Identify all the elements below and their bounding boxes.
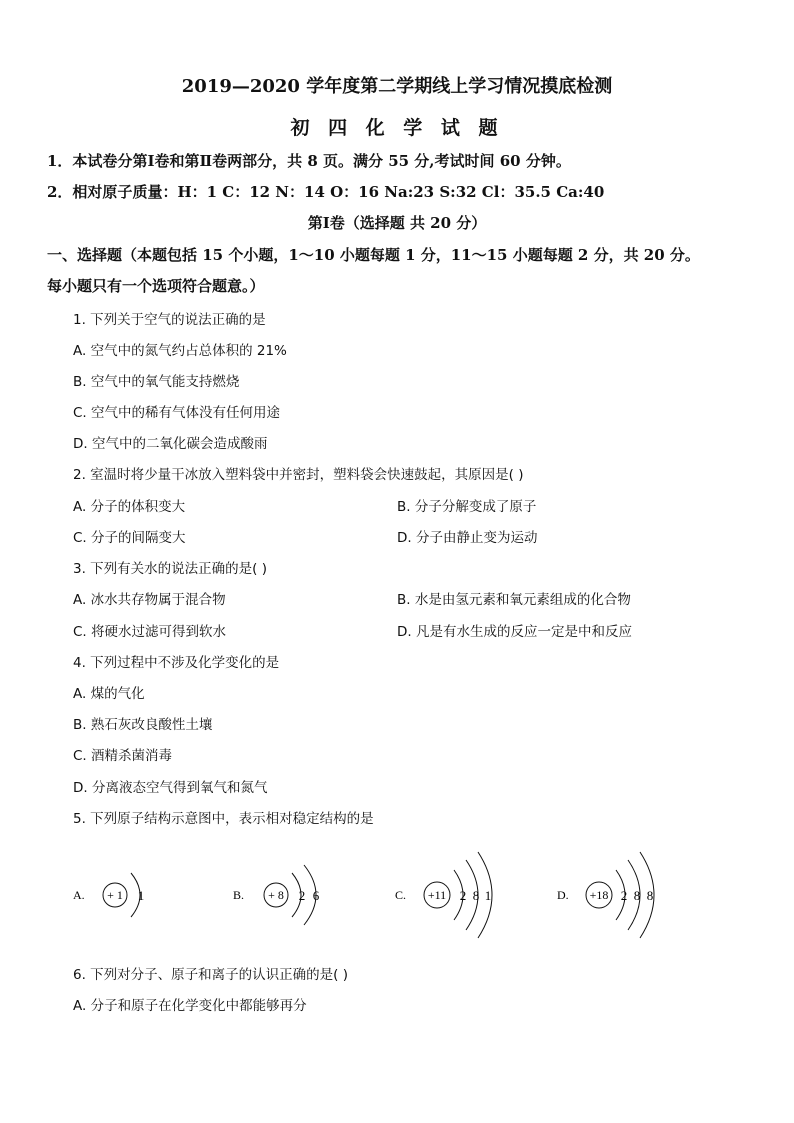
question-6-stem: 6. 下列对分子、原子和离子的认识正确的是( ) (73, 967, 348, 983)
atom-diagrams (0, 840, 794, 950)
question-1-option-d: D. 空气中的二氧化碳会造成酸雨 (73, 436, 268, 452)
atom-diagram-c (395, 852, 492, 938)
atom-b-electrons-2: 6 (312, 888, 320, 903)
atom-c-nucleus-charge: +11 (427, 888, 447, 902)
atom-b-label: B. (233, 888, 245, 902)
question-2-option-c: C. 分子的间隔变大 (73, 530, 186, 546)
question-2-option-b: B. 分子分解变成了原子 (397, 499, 537, 515)
question-3-option-c: C. 将硬水过滤可得到软水 (73, 624, 227, 640)
note-1: 1．本试卷分第Ⅰ卷和第Ⅱ卷两部分，共 8 页。满分 55 分,考试时间 60 分钟。 (47, 152, 571, 170)
question-4-stem: 4. 下列过程中不涉及化学变化的是 (73, 655, 280, 671)
atom-c-electrons-1: 2 (459, 888, 467, 903)
atom-b-nucleus-charge: + 8 (268, 888, 284, 902)
atom-d-electrons-2: 8 (633, 888, 641, 903)
atom-a-label: A. (73, 888, 85, 902)
question-4-option-d: D. 分离液态空气得到氧气和氮气 (73, 780, 268, 796)
question-3-option-b: B. 水是由氢元素和氧元素组成的化合物 (397, 592, 631, 608)
section-title: 第Ⅰ卷（选择题 共 20 分） (307, 214, 487, 232)
question-5-stem: 5. 下列原子结构示意图中，表示相对稳定结构的是 (73, 811, 374, 827)
atom-a-nucleus-charge: + 1 (107, 888, 123, 902)
atom-c-label: C. (395, 888, 407, 902)
question-4-option-b: B. 熟石灰改良酸性土壤 (73, 717, 213, 733)
question-4-option-c: C. 酒精杀菌消毒 (73, 748, 173, 764)
atom-c-electrons-2: 8 (472, 888, 480, 903)
exam-subtitle: 初 四 化 学 试 题 (290, 117, 504, 139)
question-2-stem: 2. 室温时将少量干冰放入塑料袋中并密封，塑料袋会快速鼓起，其原因是( ) (73, 467, 524, 483)
exam-title: 2019—2020 学年度第二学期线上学习情况摸底检测 (181, 76, 613, 97)
atom-b-electrons-1: 2 (298, 888, 306, 903)
atom-diagram-d (557, 852, 654, 938)
atom-d-label: D. (557, 888, 569, 902)
atom-c-electrons-3: 1 (484, 888, 492, 903)
question-6-option-a: A. 分子和原子在化学变化中都能够再分 (73, 998, 307, 1014)
note-2: 2．相对原子质量：H：1 C：12 N：14 O：16 Na:23 S:32 Cl：35.5 Ca:40 (47, 183, 605, 201)
atom-d-nucleus-charge: +18 (589, 888, 609, 902)
question-1-option-b: B. 空气中的氧气能支持燃烧 (73, 374, 240, 390)
question-2-option-d: D. 分子由静止变为运动 (397, 530, 538, 546)
atom-d-electrons-1: 2 (620, 888, 628, 903)
question-3-option-a: A. 冰水共存物属于混合物 (73, 592, 226, 608)
atom-d-electrons-3: 8 (646, 888, 654, 903)
section-instructions-2: 每小题只有一个选项符合题意。） (47, 277, 265, 295)
question-3-option-d: D. 凡是有水生成的反应一定是中和反应 (397, 624, 632, 640)
atom-diagram-b (233, 865, 320, 925)
question-1-option-c: C. 空气中的稀有气体没有任何用途 (73, 405, 281, 421)
atom-a-electrons-1: 1 (137, 888, 145, 903)
question-1-stem: 1. 下列关于空气的说法正确的是 (73, 312, 266, 328)
section-instructions-1: 一、选择题（本题包括 15 个小题，1～10 小题每题 1 分，11～15 小题每题 2 分，共 20 分。 (47, 246, 700, 264)
question-2-option-a: A. 分子的体积变大 (73, 499, 186, 515)
question-3-stem: 3. 下列有关水的说法正确的是( ) (73, 561, 267, 577)
question-1-option-a: A. 空气中的氮气约占总体积的 21% (73, 343, 287, 359)
atom-diagram-a (73, 873, 144, 917)
question-4-option-a: A. 煤的气化 (73, 686, 145, 702)
